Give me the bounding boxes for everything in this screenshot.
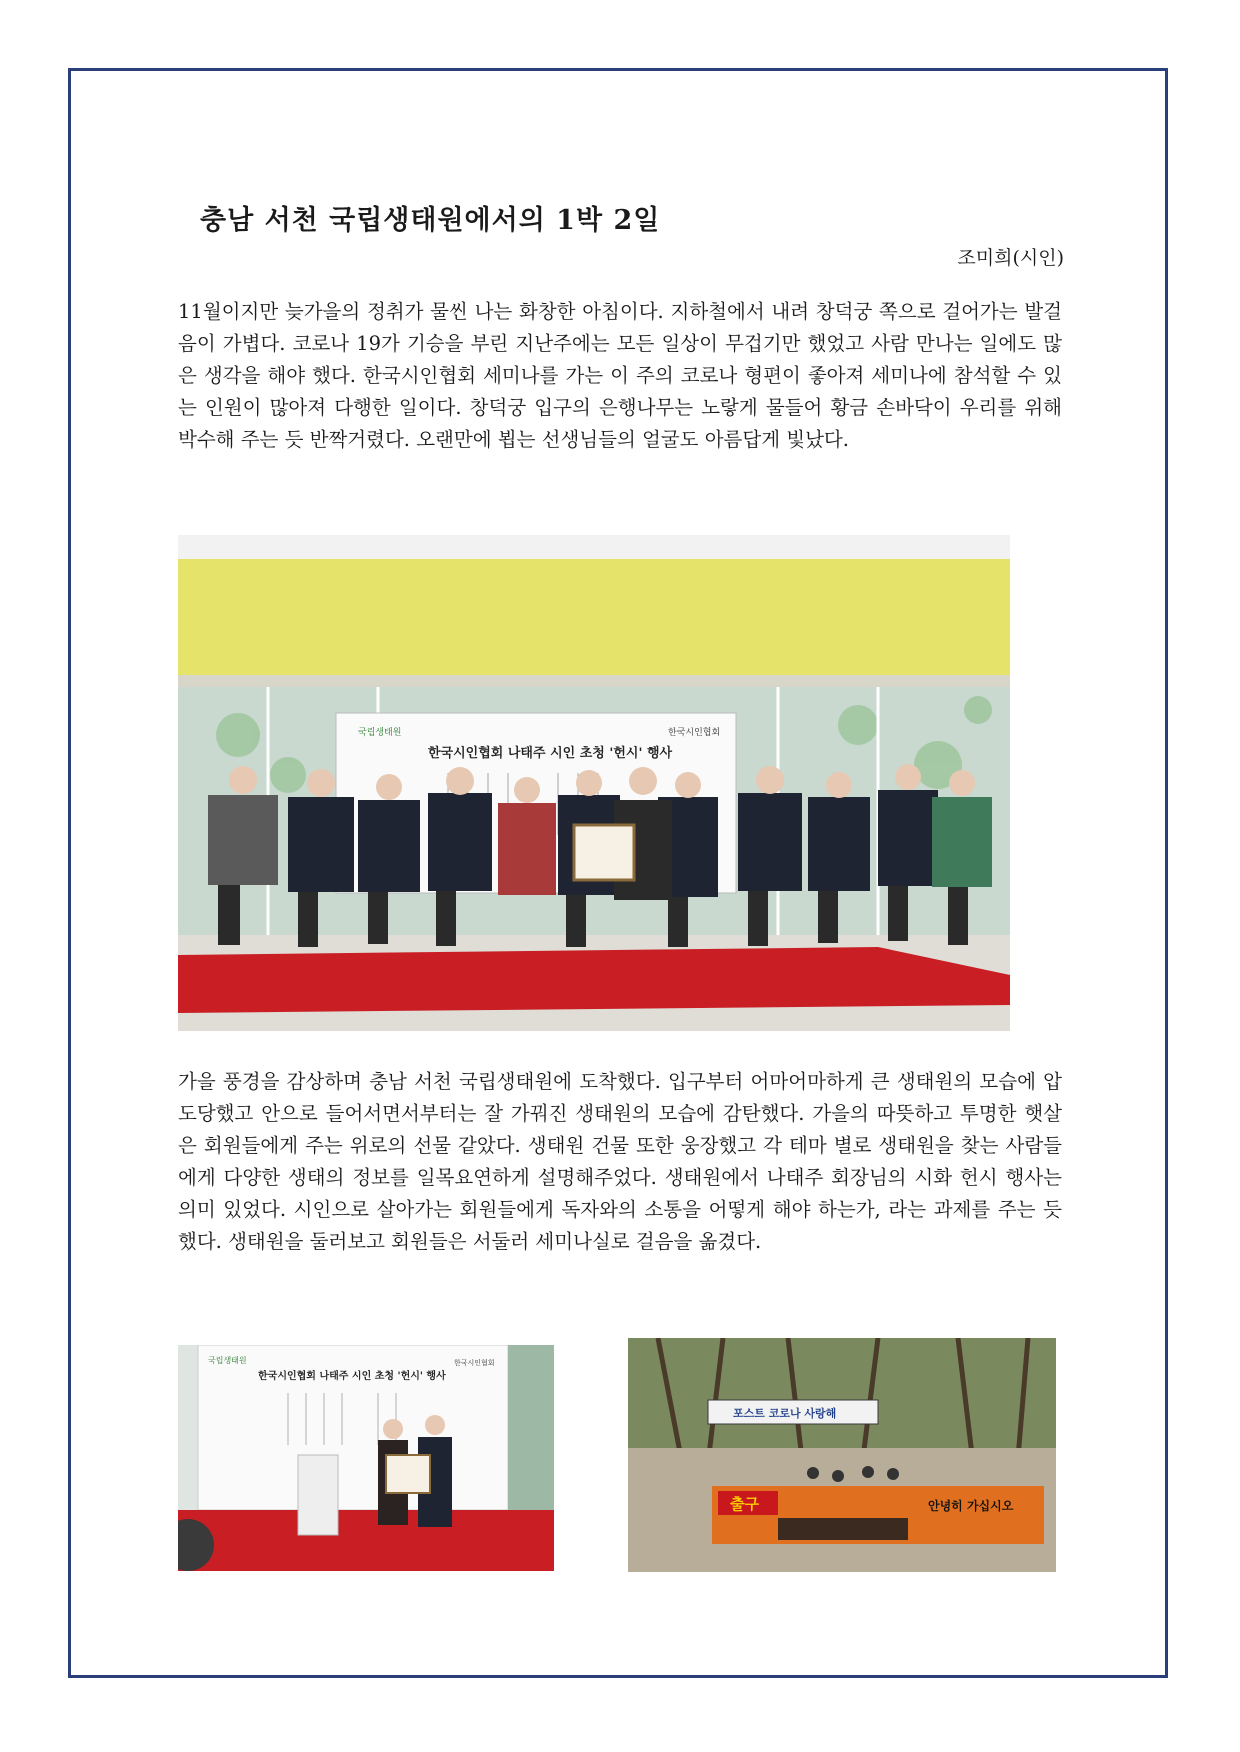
banner-logo-text: 한국시인협회 [454,1359,495,1367]
banner-logo-text: 한국시인협회 [668,728,721,738]
exit-sign-text: 출구 [730,1495,759,1513]
article-author: 조미희(시인) [957,247,1064,269]
org-logo-text: 국립생태원 [358,728,402,738]
farewell-sign-text: 안녕히 가십시오 [928,1499,1014,1513]
article-title: 충남 서천 국립생태원에서의 1박 2일 [200,205,661,236]
banner-title-text: 한국시인협회 나태주 시인 초청 '헌시' 행사 [428,746,673,761]
group-photo [178,535,1010,1031]
park-banner-text: 포스트 코로나 사랑해 [733,1407,837,1420]
org-logo-text: 국립생태원 [208,1356,247,1365]
park-photo [628,1338,1056,1572]
paragraph-2: 가을 풍경을 감상하며 충남 서천 국립생태원에 도착했다. 입구부터 어마어마하게 큰 생태원의 모습에 압도당했고 안으로 들어서면서부터는 잘 가꿔진 생태원의 모습에 감탄했다. 가을의 따뜻하고 투명한 햇살은 회원들에게 주는 위로의 선물 같았다. 생태원 건물 또한 웅장했고 각 테마 별로 생태원을 찾는 사람들에게 다양한 생태의 정보를 일목요연하게 설명해주었다. 생태원에서 나태주 회장님의 시화 헌시 행사는 의미 있었다. 시인으로 살아가는 회원들에게 독자와의 소통을 어떻게 해야 하는가, 라는 과제를 주는 듯했다. 생태원을 둘러보고 회원들은 서둘러 세미나실로 걸음을 옮겼다. [178,1070,1062,1253]
ceremony-photo [178,1345,554,1571]
banner-title-text: 한국시인협회 나태주 시인 초청 '헌시' 행사 [258,1371,446,1382]
paragraph-1: 11월이지만 늦가을의 정취가 물씬 나는 화창한 아침이다. 지하철에서 내려 창덕궁 쪽으로 걸어가는 발걸음이 가볍다. 코로나 19가 기승을 부린 지난주에는 모든 일상이 무겁기만 했었고 사람 만나는 일에도 많은 생각을 해야 했다. 한국시인협회 세미나를 가는 이 주의 코로나 형편이 좋아져 세미나에 참석할 수 있는 인원이 많아져 다행한 일이다. 창덕궁 입구의 은행나무는 노랗게 물들어 황금 손바닥이 우리를 위해 박수해 주는 듯 반짝거렸다. 오랜만에 뵙는 선생님들의 얼굴도 아름답게 빛났다. [178,300,1062,451]
